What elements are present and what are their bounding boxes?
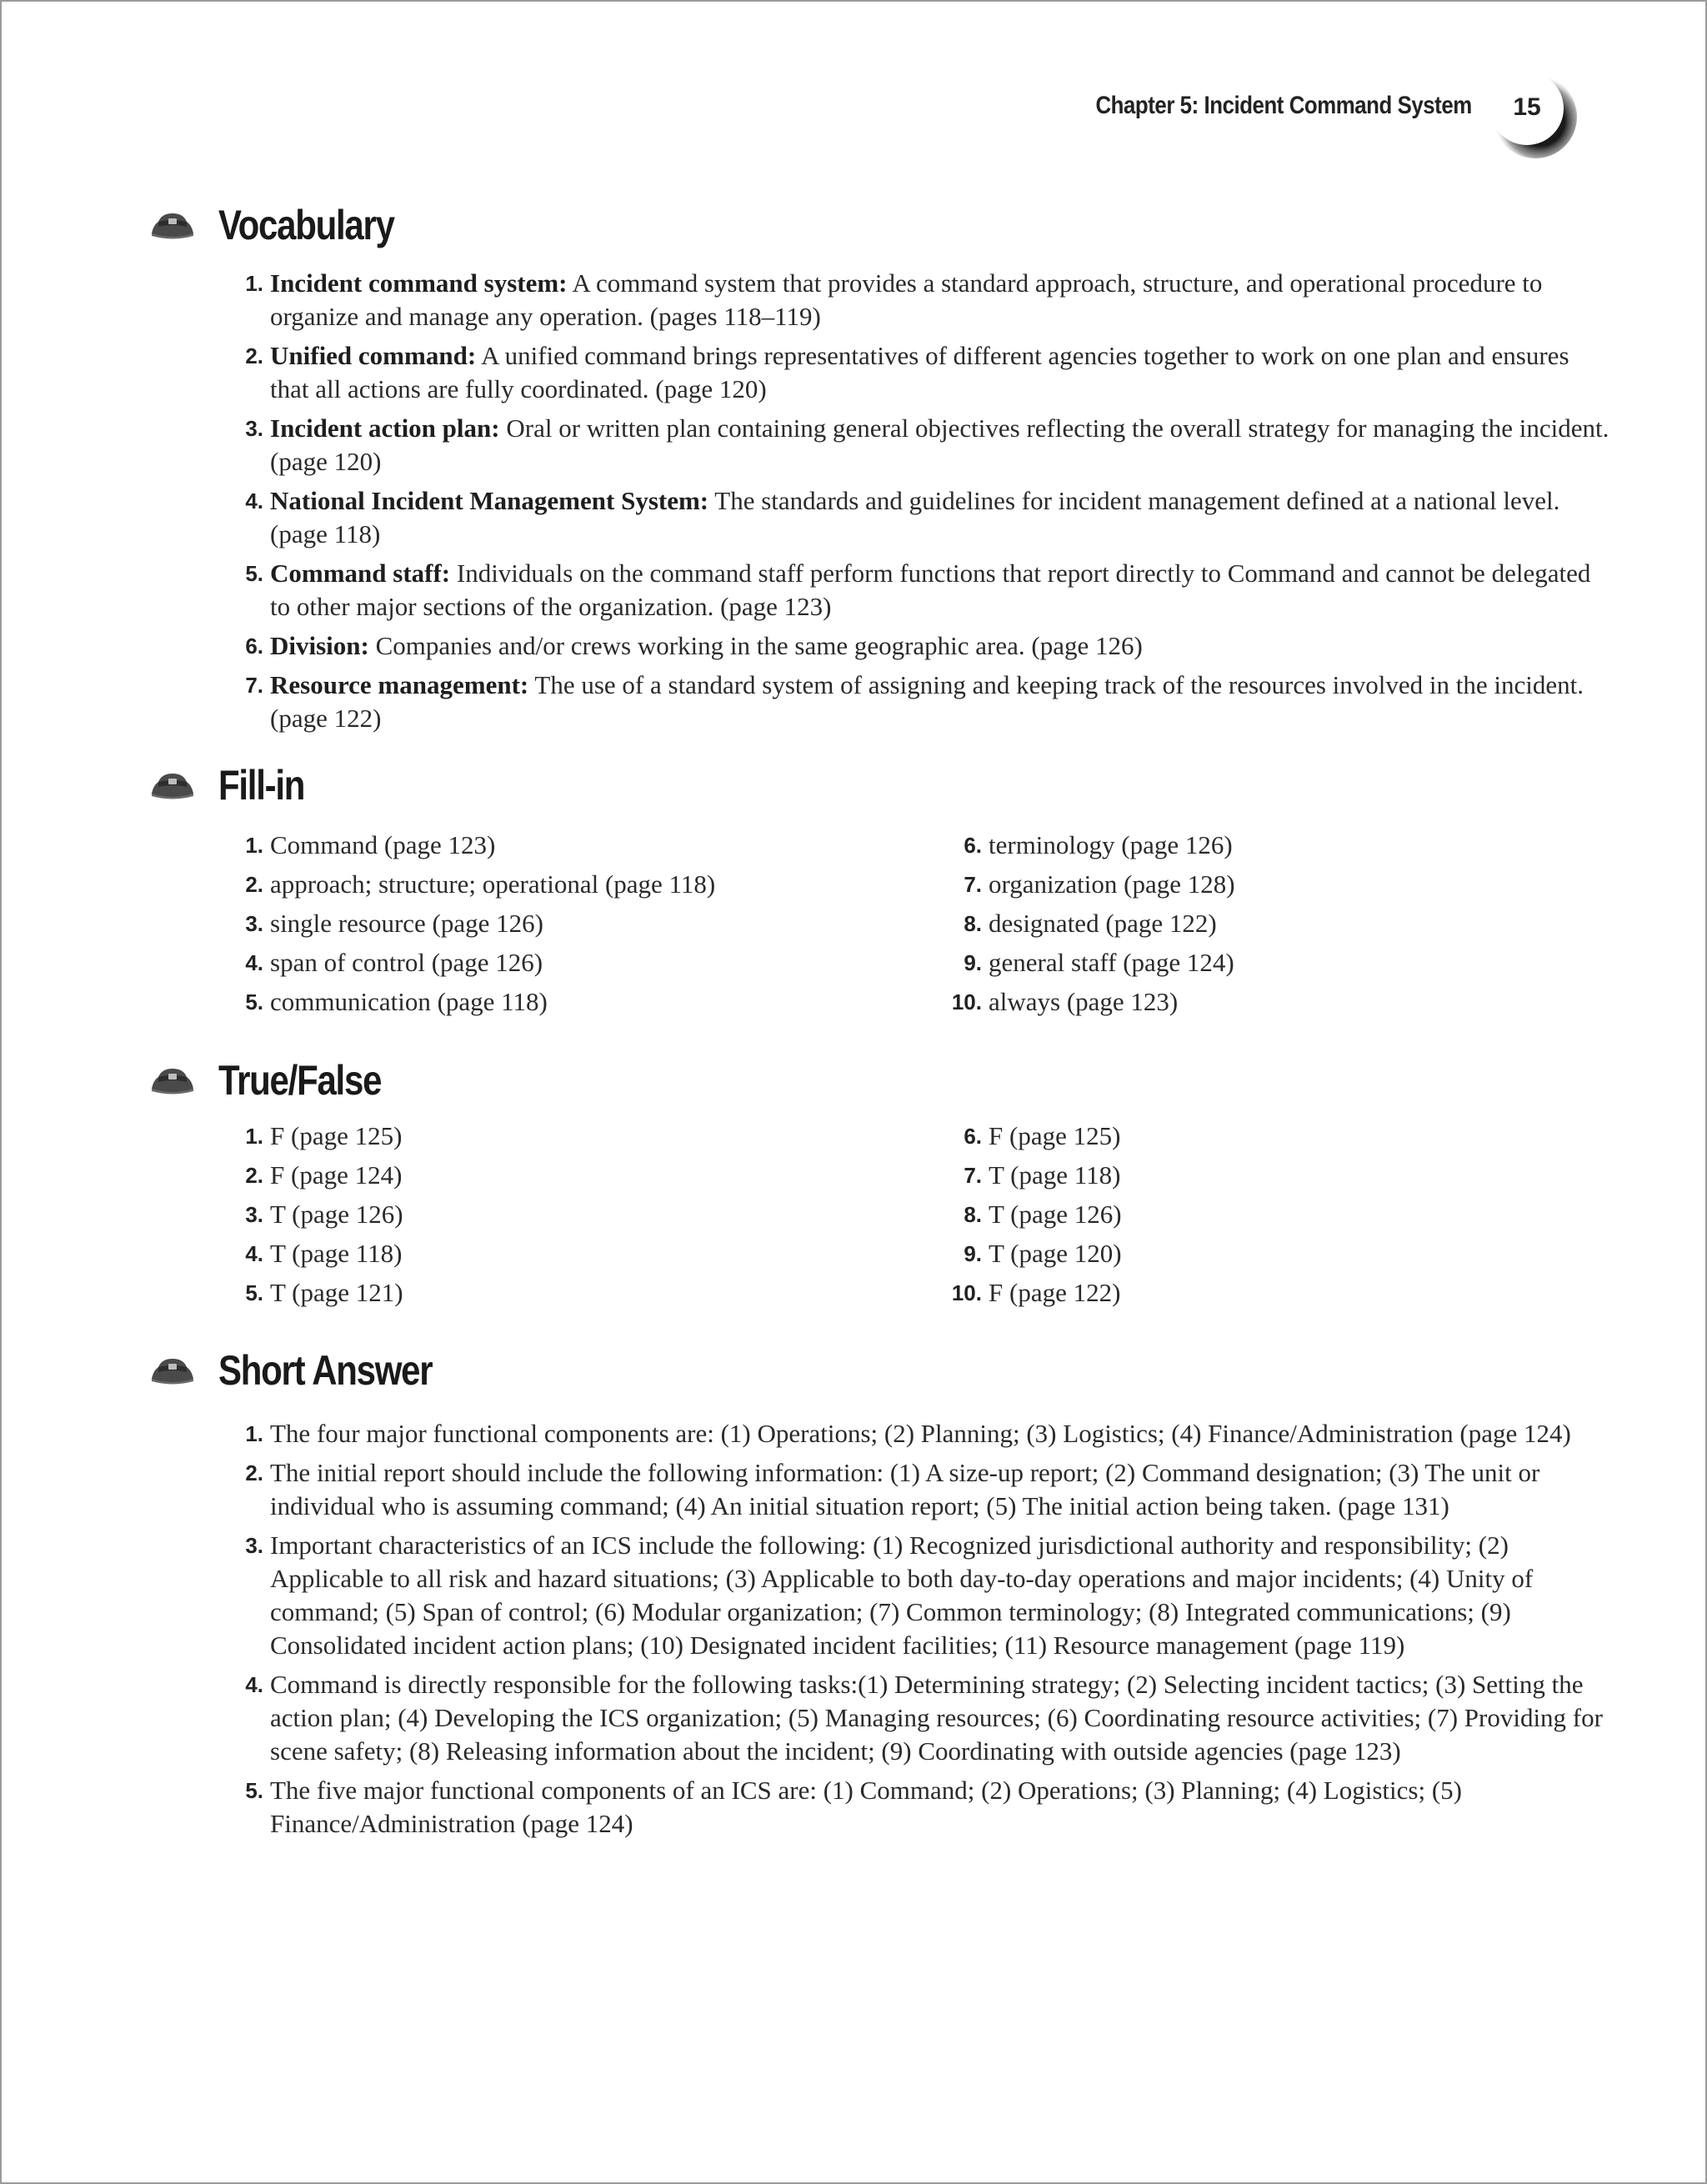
list-item xyxy=(227,1456,1610,1523)
item-number: 4. xyxy=(245,1672,263,1697)
vocabulary-definition: The use of a standard system of assigning and keeping track of the resources involved in the incident. (page 122) xyxy=(270,670,1584,733)
vocabulary-term: Division: xyxy=(270,631,369,660)
page-number-badge xyxy=(1492,73,1589,170)
list-item xyxy=(227,1237,910,1270)
list-item xyxy=(227,1198,910,1231)
list-item xyxy=(945,829,1629,862)
item-number: 7. xyxy=(964,1163,982,1188)
short-answer-list xyxy=(227,1417,1610,1846)
firefighter-helmet-icon xyxy=(150,210,195,240)
answer-text: Command (page 123) xyxy=(270,830,496,859)
list-item xyxy=(945,1276,1629,1310)
fill-in-left-column xyxy=(227,829,910,1024)
answer-text: general staff (page 124) xyxy=(989,948,1234,977)
page-number: 15 xyxy=(1513,93,1541,121)
item-number: 2. xyxy=(245,1163,263,1188)
item-number: 10. xyxy=(951,989,982,1014)
vocabulary-definition: A command system that provides a standard approach, structure, and operational procedure to organize and manage any operation. (pages 118–119) xyxy=(270,268,1543,331)
item-number: 1. xyxy=(245,271,263,296)
section-title: Vocabulary xyxy=(218,202,394,248)
section-title: True/False xyxy=(218,1057,382,1104)
list-item xyxy=(945,907,1629,940)
list-item xyxy=(945,1120,1629,1153)
list-item xyxy=(227,907,910,940)
list-item xyxy=(945,1198,1629,1231)
item-number: 5. xyxy=(245,989,263,1014)
list-item xyxy=(227,1120,910,1153)
item-number: 1. xyxy=(245,1124,263,1149)
item-number: 1. xyxy=(245,833,263,858)
vocabulary-definition: Individuals on the command staff perform functions that report directly to Command and cannot be delegated to other major sections of the organization. (page 123) xyxy=(270,559,1591,621)
answer-text: T (page 126) xyxy=(989,1200,1122,1229)
vocabulary-term: Resource management: xyxy=(270,670,529,699)
item-number: 5. xyxy=(245,1280,263,1305)
list-item xyxy=(227,946,910,979)
answer-text: T (page 118) xyxy=(989,1160,1121,1190)
answer-text: always (page 123) xyxy=(989,987,1179,1016)
list-item xyxy=(227,1159,910,1192)
vocabulary-term: Incident action plan: xyxy=(270,413,500,443)
answer-text: F (page 122) xyxy=(989,1278,1121,1307)
list-item xyxy=(227,985,910,1019)
list-item xyxy=(227,1276,910,1310)
vocabulary-definition: Companies and/or crews working in the same geographic area. (page 126) xyxy=(368,631,1143,660)
answer-text: T (page 118) xyxy=(270,1239,403,1268)
running-head: Chapter 5: Incident Command System xyxy=(1095,92,1472,119)
list-item xyxy=(227,829,910,862)
list-item xyxy=(945,985,1629,1019)
answer-text: Command is directly responsible for the following tasks:(1) Determining strategy; (2) Selecting incident tactics; (3) Setting the action plan; (4) Developing the ICS organization; (5) Managing resources; (6) Coordinating resource activities; (7) Providing for scene safety; (8) Releasing information about the incident; (9) Coordinating with outside agencies (page 123) xyxy=(270,1670,1603,1766)
vocabulary-list xyxy=(227,267,1610,741)
answer-text: terminology (page 126) xyxy=(989,830,1233,859)
fill-in-right-column xyxy=(945,829,1629,1024)
page-badge-shadow-icon xyxy=(1492,73,1589,170)
item-number: 9. xyxy=(964,1241,982,1266)
item-number: 9. xyxy=(964,950,982,975)
item-number: 6. xyxy=(245,634,263,659)
item-number: 4. xyxy=(245,950,263,975)
answer-text: organization (page 128) xyxy=(989,869,1235,899)
answer-text: F (page 124) xyxy=(270,1160,403,1190)
vocabulary-term: Unified command: xyxy=(270,341,477,370)
answer-text: communication (page 118) xyxy=(270,987,548,1016)
answer-text: The initial report should include the following information: (1) A size-up report; (2) Command designation; (3) The unit or individual who is assuming command; (4) An initial situation report; (5) The initial action being taken. (page 131) xyxy=(270,1458,1540,1520)
item-number: 1. xyxy=(245,1421,263,1446)
answer-text: approach; structure; operational (page 118) xyxy=(270,869,716,899)
list-item xyxy=(227,557,1610,624)
vocabulary-definition: The standards and guidelines for incident management defined at a national level. (page 118) xyxy=(270,486,1560,549)
item-number: 10. xyxy=(951,1280,982,1305)
list-item xyxy=(227,868,910,901)
list-item xyxy=(227,339,1610,406)
item-number: 2. xyxy=(245,1460,263,1485)
list-item xyxy=(227,1774,1610,1841)
list-item xyxy=(227,267,1610,333)
item-number: 3. xyxy=(245,416,263,441)
vocabulary-term: Incident command system: xyxy=(270,268,568,298)
list-item xyxy=(227,1529,1610,1662)
answer-text: The five major functional components of an ICS are: (1) Command; (2) Operations; (3) Planning; (4) Logistics; (5) Finance/Administration (page 124) xyxy=(270,1776,1462,1838)
item-number: 3. xyxy=(245,1533,263,1558)
list-item xyxy=(227,1668,1610,1768)
answer-text: T (page 121) xyxy=(270,1278,403,1307)
item-number: 6. xyxy=(964,833,982,858)
list-item xyxy=(227,669,1610,735)
answer-text: single resource (page 126) xyxy=(270,909,543,938)
vocabulary-definition: Oral or written plan containing general objectives reflecting the overall strategy for managing the incident. (page 120) xyxy=(270,413,1609,476)
firefighter-helmet-icon xyxy=(150,1355,195,1385)
list-item xyxy=(945,1159,1629,1192)
item-number: 8. xyxy=(964,911,982,936)
item-number: 2. xyxy=(245,343,263,368)
answer-text: span of control (page 126) xyxy=(270,948,543,977)
section-title: Fill-in xyxy=(218,762,305,809)
item-number: 5. xyxy=(245,561,263,586)
item-number: 3. xyxy=(245,911,263,936)
vocabulary-term: National Incident Management System: xyxy=(270,486,709,515)
item-number: 8. xyxy=(964,1202,982,1227)
firefighter-helmet-icon xyxy=(150,1065,195,1095)
item-number: 7. xyxy=(245,673,263,698)
item-number: 5. xyxy=(245,1778,263,1803)
list-item xyxy=(945,868,1629,901)
list-item xyxy=(227,629,1610,663)
answer-text: T (page 126) xyxy=(270,1200,403,1229)
vocabulary-term: Command staff: xyxy=(270,559,451,588)
item-number: 3. xyxy=(245,1202,263,1227)
list-item xyxy=(227,412,1610,478)
list-item xyxy=(945,946,1629,979)
vocabulary-definition: A unified command brings representatives of different agencies together to work on one plan and ensures that all actions are fully coordinated. (page 120) xyxy=(270,341,1569,403)
answer-text: The four major functional components are: (1) Operations; (2) Planning; (3) Logistics; (4) Finance/Administration (page 124) xyxy=(270,1419,1571,1448)
answer-text: F (page 125) xyxy=(270,1121,403,1150)
item-number: 4. xyxy=(245,1241,263,1266)
item-number: 7. xyxy=(964,872,982,897)
list-item xyxy=(227,1417,1610,1450)
answer-text: T (page 120) xyxy=(989,1239,1122,1268)
list-item xyxy=(945,1237,1629,1270)
true-false-right-column xyxy=(945,1120,1629,1315)
firefighter-helmet-icon xyxy=(150,770,195,800)
item-number: 4. xyxy=(245,488,263,513)
item-number: 2. xyxy=(245,872,263,897)
answer-text: designated (page 122) xyxy=(989,909,1217,938)
section-title: Short Answer xyxy=(218,1347,433,1394)
answer-text: Important characteristics of an ICS include the following: (1) Recognized jurisdictional authority and responsibility; (2) Applicable to all risk and hazard situations; (3) Applicable to both day-to-day operations and major incidents; (4) Unity of command; (5) Span of control; (6) Modular organization; (7) Common terminology; (8) Integrated communications; (9) Consolidated incident action plans; (10) Designated incident facilities; (11) Resource management (page 119) xyxy=(270,1530,1534,1660)
list-item xyxy=(227,484,1610,551)
answer-text: F (page 125) xyxy=(989,1121,1121,1150)
true-false-left-column xyxy=(227,1120,910,1315)
item-number: 6. xyxy=(964,1124,982,1149)
